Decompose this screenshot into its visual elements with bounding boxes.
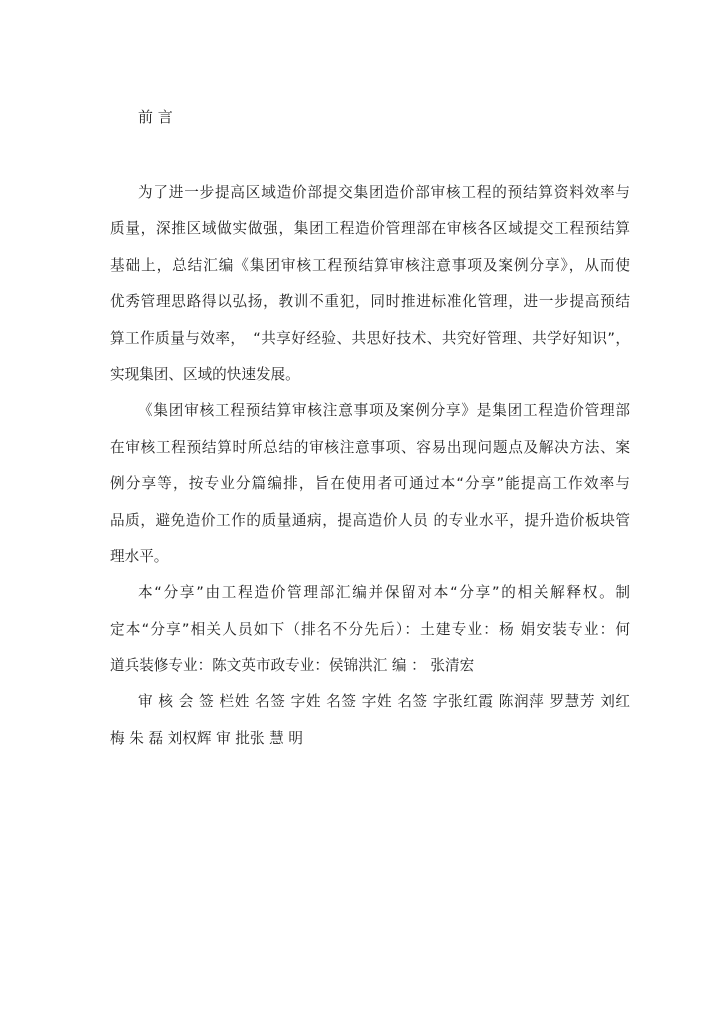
preface-heading: 前 言 bbox=[138, 108, 173, 126]
text-line: 《集团审核工程预结算审核注意事项及案例分享》是集团工程造价管理部 bbox=[138, 402, 630, 420]
text-line: 例分享等，按专业分篇编排，旨在使用者可通过本“分享”能提高工作效率与 bbox=[110, 475, 630, 493]
text-line: 道兵装修专业：陈文英市政专业：侯锦洪汇 编 ： 张清宏 bbox=[110, 657, 475, 675]
preface-body bbox=[110, 182, 630, 764]
text-line: 基础上，总结汇编《集团审核工程预结算审核注意事项及案例分享》，从而使 bbox=[110, 256, 630, 274]
text-line: 理水平。 bbox=[110, 547, 169, 565]
text-line: 定本“分享”相关人员如下（排名不分先后）：土建专业：杨 娟安装专业：何 bbox=[110, 620, 630, 638]
text-line: 审 核 会 签 栏姓 名签 字姓 名签 字姓 名签 字张红霞 陈润萍 罗慧芳 刘红 bbox=[138, 693, 630, 711]
text-line: 本“分享”由工程造价管理部汇编并保留对本“分享”的相关解释权。制 bbox=[138, 584, 630, 602]
text-line: 为了进一步提高区域造价部提交集团造价部审核工程的预结算资料效率与 bbox=[138, 184, 630, 201]
text-line: 品质，避免造价工作的质量通病，提高造价人员 的专业水平，提升造价板块管 bbox=[110, 511, 630, 529]
text-line: 质量，深推区域做实做强，集团工程造价管理部在审核各区域提交工程预结算 bbox=[110, 220, 630, 238]
text-line: 优秀管理思路得以弘扬，教训不重犯，同时推进标准化管理，进一步提高预结 bbox=[110, 293, 630, 311]
text-line: 实现集团、区域的快速发展。 bbox=[110, 365, 300, 383]
text-line: 算工作质量与效率， “共享好经验、共思好技术、共究好管理、共学好知识”， bbox=[110, 329, 630, 347]
text-line: 梅 朱 磊 刘权辉 审 批张 慧 明 bbox=[110, 729, 304, 747]
text-line: 在审核工程预结算时所总结的审核注意事项、容易出现问题点及解决方法、案 bbox=[110, 438, 630, 456]
